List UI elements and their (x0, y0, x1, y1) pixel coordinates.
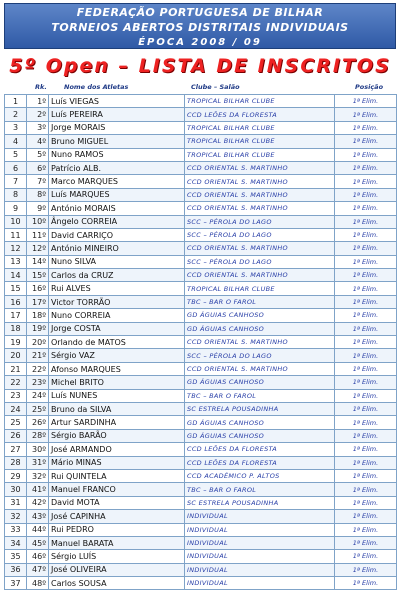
position: 1ª Elim. (335, 536, 397, 549)
club-name: INDIVIDUAL (185, 510, 335, 523)
ranking: 15º (27, 269, 49, 282)
position: 1ª Elim. (335, 362, 397, 375)
table-row (5, 349, 397, 362)
row-number: 30 (5, 483, 27, 496)
club-name: CCD ORIENTAL S. MARTINHO (185, 336, 335, 349)
column-header-club: Clube – Salão (191, 83, 240, 91)
row-number: 3 (5, 121, 27, 134)
athlete-name: Bruno da SILVA (49, 402, 185, 415)
ranking: 30º (27, 443, 49, 456)
athlete-name: Mário MINAS (49, 456, 185, 469)
row-number: 33 (5, 523, 27, 536)
table-row (5, 135, 397, 148)
row-number: 16 (5, 295, 27, 308)
ranking: 8º (27, 188, 49, 201)
row-number: 11 (5, 228, 27, 241)
position: 1ª Elim. (335, 456, 397, 469)
row-number: 24 (5, 402, 27, 415)
ranking: 6º (27, 161, 49, 174)
position: 1ª Elim. (335, 108, 397, 121)
row-number: 15 (5, 282, 27, 295)
club-name: GD ÁGUIAS CANHOSO (185, 376, 335, 389)
position: 1ª Elim. (335, 309, 397, 322)
table-row (5, 483, 397, 496)
row-number: 9 (5, 202, 27, 215)
athlete-name: Michel BRITO (49, 376, 185, 389)
row-number: 25 (5, 416, 27, 429)
athlete-name: Rui PEDRO (49, 523, 185, 536)
position: 1ª Elim. (335, 269, 397, 282)
table-row (5, 188, 397, 201)
ranking: 25º (27, 402, 49, 415)
athlete-name: Luís NUNES (49, 389, 185, 402)
ranking: 4º (27, 135, 49, 148)
table-row (5, 336, 397, 349)
club-name: TROPICAL BILHAR CLUBE (185, 282, 335, 295)
table-row (5, 563, 397, 576)
row-number: 20 (5, 349, 27, 362)
club-name: SCC – PÉROLA DO LAGO (185, 349, 335, 362)
ranking: 17º (27, 295, 49, 308)
tournament-name: TORNEIOS ABERTOS DISTRITAIS INDIVIDUAIS (51, 21, 349, 34)
federation-name: FEDERAÇÃO PORTUGUESA DE BILHAR (76, 6, 324, 19)
position: 1ª Elim. (335, 295, 397, 308)
row-number: 14 (5, 269, 27, 282)
athlete-name: Patrício ALB. (49, 161, 185, 174)
ranking: 24º (27, 389, 49, 402)
ranking: 26º (27, 416, 49, 429)
table-row (5, 416, 397, 429)
athlete-name: Nuno RAMOS (49, 148, 185, 161)
table-row (5, 202, 397, 215)
athlete-name: Nuno CORREIA (49, 309, 185, 322)
ranking: 23º (27, 376, 49, 389)
club-name: SCC – PÉROLA DO LAGO (185, 215, 335, 228)
column-header-name: Nome dos Atletas (64, 83, 129, 91)
position: 1ª Elim. (335, 563, 397, 576)
club-name: CCD ORIENTAL S. MARTINHO (185, 188, 335, 201)
row-number: 13 (5, 255, 27, 268)
club-name: SC ESTRELA POUSADINHA (185, 496, 335, 509)
ranking: 9º (27, 202, 49, 215)
club-name: TROPICAL BILHAR CLUBE (185, 148, 335, 161)
table-row (5, 550, 397, 563)
athlete-name: Rui ALVES (49, 282, 185, 295)
document-header (4, 3, 396, 49)
ranking: 45º (27, 536, 49, 549)
club-name: SC ESTRELA POUSADINHA (185, 402, 335, 415)
club-name: CCD ORIENTAL S. MARTINHO (185, 269, 335, 282)
table-row (5, 402, 397, 415)
ranking: 7º (27, 175, 49, 188)
row-number: 34 (5, 536, 27, 549)
position: 1ª Elim. (335, 175, 397, 188)
athlete-name: José CAPINHA (49, 510, 185, 523)
club-name: CCD ORIENTAL S. MARTINHO (185, 242, 335, 255)
position: 1ª Elim. (335, 510, 397, 523)
club-name: TROPICAL BILHAR CLUBE (185, 135, 335, 148)
row-number: 31 (5, 496, 27, 509)
athlete-name: Jorge COSTA (49, 322, 185, 335)
ranking: 19º (27, 322, 49, 335)
club-name: CCD LEÕES DA FLORESTA (185, 443, 335, 456)
athlete-name: Jorge MORAIS (49, 121, 185, 134)
position: 1ª Elim. (335, 416, 397, 429)
table-row (5, 523, 397, 536)
athlete-name: David MOTA (49, 496, 185, 509)
ranking: 44º (27, 523, 49, 536)
athlete-name: Orlando de MATOS (49, 336, 185, 349)
position: 1ª Elim. (335, 402, 397, 415)
position: 1ª Elim. (335, 496, 397, 509)
column-header-position: Posição (355, 83, 384, 91)
row-number: 17 (5, 309, 27, 322)
ranking: 5º (27, 148, 49, 161)
ranking: 43º (27, 510, 49, 523)
position: 1ª Elim. (335, 443, 397, 456)
row-number: 35 (5, 550, 27, 563)
club-name: TROPICAL BILHAR CLUBE (185, 95, 335, 108)
athlete-name: António MINEIRO (49, 242, 185, 255)
athlete-name: António MORAIS (49, 202, 185, 215)
ranking: 32º (27, 469, 49, 482)
athlete-name: Sérgio BARÃO (49, 429, 185, 442)
table-row (5, 161, 397, 174)
position: 1ª Elim. (335, 242, 397, 255)
club-name: GD ÁGUIAS CANHOSO (185, 429, 335, 442)
row-number: 6 (5, 161, 27, 174)
position: 1ª Elim. (335, 135, 397, 148)
club-name: CCD ORIENTAL S. MARTINHO (185, 175, 335, 188)
athlete-name: Luís PEREIRA (49, 108, 185, 121)
position: 1ª Elim. (335, 523, 397, 536)
ranking: 31º (27, 456, 49, 469)
position: 1ª Elim. (335, 577, 397, 590)
ranking: 48º (27, 577, 49, 590)
position: 1ª Elim. (335, 95, 397, 108)
row-number: 19 (5, 336, 27, 349)
table-row (5, 389, 397, 402)
position: 1ª Elim. (335, 389, 397, 402)
club-name: GD ÁGUIAS CANHOSO (185, 322, 335, 335)
table-row (5, 228, 397, 241)
row-number: 5 (5, 148, 27, 161)
club-name: SCC – PÉROLA DO LAGO (185, 255, 335, 268)
club-name: CCD ACADÉMICO P. ALTOS (185, 469, 335, 482)
athlete-name: Manuel BARATA (49, 536, 185, 549)
athlete-name: José ARMANDO (49, 443, 185, 456)
athlete-name: Sérgio LUÍS (49, 550, 185, 563)
table-row (5, 456, 397, 469)
club-name: TBC – BAR O FAROL (185, 483, 335, 496)
ranking: 2º (27, 108, 49, 121)
athlete-name: Victor TORRÃO (49, 295, 185, 308)
position: 1ª Elim. (335, 483, 397, 496)
athlete-name: Manuel FRANCO (49, 483, 185, 496)
row-number: 37 (5, 577, 27, 590)
row-number: 32 (5, 510, 27, 523)
club-name: CCD ORIENTAL S. MARTINHO (185, 161, 335, 174)
row-number: 22 (5, 376, 27, 389)
position: 1ª Elim. (335, 282, 397, 295)
position: 1ª Elim. (335, 429, 397, 442)
row-number: 28 (5, 456, 27, 469)
table-row (5, 148, 397, 161)
row-number: 4 (5, 135, 27, 148)
row-number: 1 (5, 95, 27, 108)
position: 1ª Elim. (335, 188, 397, 201)
position: 1ª Elim. (335, 255, 397, 268)
table-row (5, 95, 397, 108)
club-name: INDIVIDUAL (185, 550, 335, 563)
ranking: 41º (27, 483, 49, 496)
athlete-name: Nuno SILVA (49, 255, 185, 268)
ranking: 14º (27, 255, 49, 268)
position: 1ª Elim. (335, 376, 397, 389)
ranking: 20º (27, 336, 49, 349)
position: 1ª Elim. (335, 121, 397, 134)
table-row (5, 429, 397, 442)
club-name: TROPICAL BILHAR CLUBE (185, 121, 335, 134)
table-row (5, 295, 397, 308)
row-number: 8 (5, 188, 27, 201)
season-label: ÉPOCA 2008 / 09 (138, 37, 262, 48)
table-row (5, 536, 397, 549)
table-row (5, 443, 397, 456)
page-title: 5º Open – LISTA DE INSCRITOS (9, 55, 391, 77)
position: 1ª Elim. (335, 322, 397, 335)
table-row (5, 376, 397, 389)
ranking: 1º (27, 95, 49, 108)
table-row (5, 121, 397, 134)
club-name: SCC – PÉROLA DO LAGO (185, 228, 335, 241)
athlete-name: Carlos SOUSA (49, 577, 185, 590)
athlete-name: Carlos da CRUZ (49, 269, 185, 282)
ranking: 46º (27, 550, 49, 563)
club-name: CCD ORIENTAL S. MARTINHO (185, 202, 335, 215)
entrants-table (4, 94, 397, 590)
ranking: 22º (27, 362, 49, 375)
table-row (5, 175, 397, 188)
athlete-name: Ângelo CORREIA (49, 215, 185, 228)
table-row (5, 255, 397, 268)
ranking: 28º (27, 429, 49, 442)
row-number: 23 (5, 389, 27, 402)
ranking: 18º (27, 309, 49, 322)
table-row (5, 309, 397, 322)
ranking: 16º (27, 282, 49, 295)
athlete-name: Marco MARQUES (49, 175, 185, 188)
club-name: TBC – BAR O FAROL (185, 389, 335, 402)
row-number: 26 (5, 429, 27, 442)
position: 1ª Elim. (335, 349, 397, 362)
club-name: CCD LEÕES DA FLORESTA (185, 108, 335, 121)
ranking: 3º (27, 121, 49, 134)
row-number: 36 (5, 563, 27, 576)
club-name: INDIVIDUAL (185, 563, 335, 576)
ranking: 21º (27, 349, 49, 362)
position: 1ª Elim. (335, 336, 397, 349)
ranking: 11º (27, 228, 49, 241)
row-number: 27 (5, 443, 27, 456)
table-row (5, 108, 397, 121)
row-number: 2 (5, 108, 27, 121)
table-row (5, 269, 397, 282)
table-row (5, 510, 397, 523)
row-number: 29 (5, 469, 27, 482)
athlete-name: Bruno MIGUEL (49, 135, 185, 148)
club-name: INDIVIDUAL (185, 536, 335, 549)
column-headers (0, 82, 400, 94)
row-number: 18 (5, 322, 27, 335)
row-number: 10 (5, 215, 27, 228)
row-number: 21 (5, 362, 27, 375)
athlete-name: Luís MARQUES (49, 188, 185, 201)
athlete-name: Sérgio VAZ (49, 349, 185, 362)
athlete-name: José OLIVEIRA (49, 563, 185, 576)
ranking: 12º (27, 242, 49, 255)
table-row (5, 282, 397, 295)
athlete-name: Afonso MARQUES (49, 362, 185, 375)
table-row (5, 577, 397, 590)
table-row (5, 242, 397, 255)
club-name: GD ÁGUIAS CANHOSO (185, 309, 335, 322)
athlete-name: David CARRIÇO (49, 228, 185, 241)
column-header-rank: Rk. (35, 83, 47, 91)
position: 1ª Elim. (335, 161, 397, 174)
club-name: INDIVIDUAL (185, 577, 335, 590)
ranking: 10º (27, 215, 49, 228)
ranking: 42º (27, 496, 49, 509)
athlete-name: Luís VIEGAS (49, 95, 185, 108)
position: 1ª Elim. (335, 469, 397, 482)
club-name: TBC – BAR O FAROL (185, 295, 335, 308)
row-number: 7 (5, 175, 27, 188)
position: 1ª Elim. (335, 215, 397, 228)
ranking: 47º (27, 563, 49, 576)
position: 1ª Elim. (335, 550, 397, 563)
position: 1ª Elim. (335, 202, 397, 215)
table-row (5, 362, 397, 375)
athlete-name: Rui QUINTELA (49, 469, 185, 482)
table-row (5, 215, 397, 228)
position: 1ª Elim. (335, 148, 397, 161)
table-row (5, 496, 397, 509)
position: 1ª Elim. (335, 228, 397, 241)
table-row (5, 322, 397, 335)
row-number: 12 (5, 242, 27, 255)
club-name: INDIVIDUAL (185, 523, 335, 536)
club-name: CCD ORIENTAL S. MARTINHO (185, 362, 335, 375)
club-name: CCD LEÕES DA FLORESTA (185, 456, 335, 469)
club-name: GD ÁGUIAS CANHOSO (185, 416, 335, 429)
athlete-name: Artur SARDINHA (49, 416, 185, 429)
table-row (5, 469, 397, 482)
